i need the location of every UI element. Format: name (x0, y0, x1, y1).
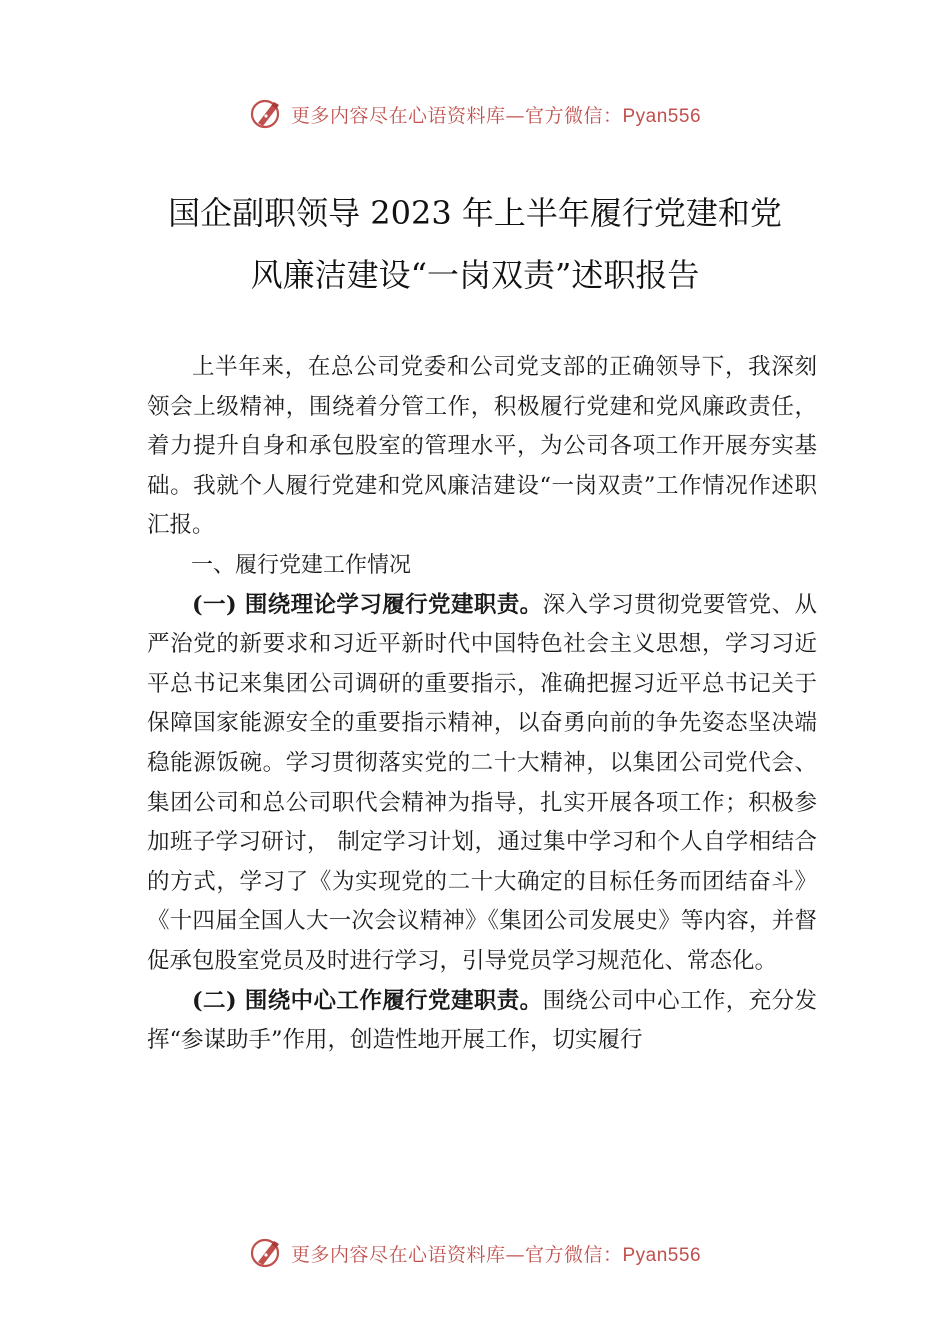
intro-paragraph: 上半年来，在总公司党委和公司党支部的正确领导下，我深刻领会上级精神，围绕着分管工作，积极履行党建和党风廉政责任，着力提升自身和承包股室的管理水平，为公司各项工作开展夯实基础。我就个人履行党建和党风廉洁建设“一岗双责”工作情况作述职汇报。 (147, 354, 817, 539)
paragraph-2-text: 围绕公司中心工作，充分发挥“参谋助手”作用，创造性地开展工作，切实履行 (147, 987, 817, 1054)
banner-text: 更多内容尽在心语资料库—官方微信：Pyan556 (290, 1243, 702, 1266)
paragraph-1 (147, 586, 817, 982)
pen-nib-logo-icon (249, 96, 285, 132)
banner-text: 更多内容尽在心语资料库—官方微信：Pyan556 (290, 104, 702, 127)
header-watermark-banner (0, 94, 950, 134)
paragraph-2-lead: (二) 围绕中心工作履行党建职责。 (192, 987, 543, 1014)
section-heading: 一、履行党建工作情况 (191, 552, 412, 578)
document-title (0, 182, 950, 306)
wechat-id: Pyan556 (622, 105, 702, 127)
title-line-1: 国企副职领导 2023 年上半年履行党建和党 (168, 194, 782, 232)
document-body (147, 348, 817, 1061)
paragraph-1-lead: (一) 围绕理论学习履行党建职责。 (192, 591, 543, 618)
paragraph-1-text: 深入学习贯彻党要管党、从严治党的新要求和习近平新时代中国特色社会主义思想，学习习近平总书记来集团公司调研的重要指示，准确把握习近平总书记关于保障国家能源安全的重要指示精神，以奋勇向前的争先姿态坚决端稳能源饭碗。学习贯彻落实党的二十大精神，以集团公司党代会、集团公司和总公司职代会精神为指导，扎实开展各项工作；积极参加班子学习研讨， 制定学习计划，通过集中学习和个人自学相结合的方式，学习了《为实现党的二十大确定的目标任务而团结奋斗》《十四届全国人大一次会议精神》《集团公司发展史》等内容，并督促承包股室党员及时进行学习，引导党员学习规范化、常态化。 (147, 591, 817, 974)
title-line-2: 风廉洁建设“一岗双责”述职报告 (250, 256, 700, 294)
pen-nib-logo-icon (249, 1235, 285, 1271)
paragraph-2 (147, 982, 817, 1061)
wechat-id: Pyan556 (622, 1244, 702, 1266)
footer-watermark-banner (0, 1233, 950, 1273)
